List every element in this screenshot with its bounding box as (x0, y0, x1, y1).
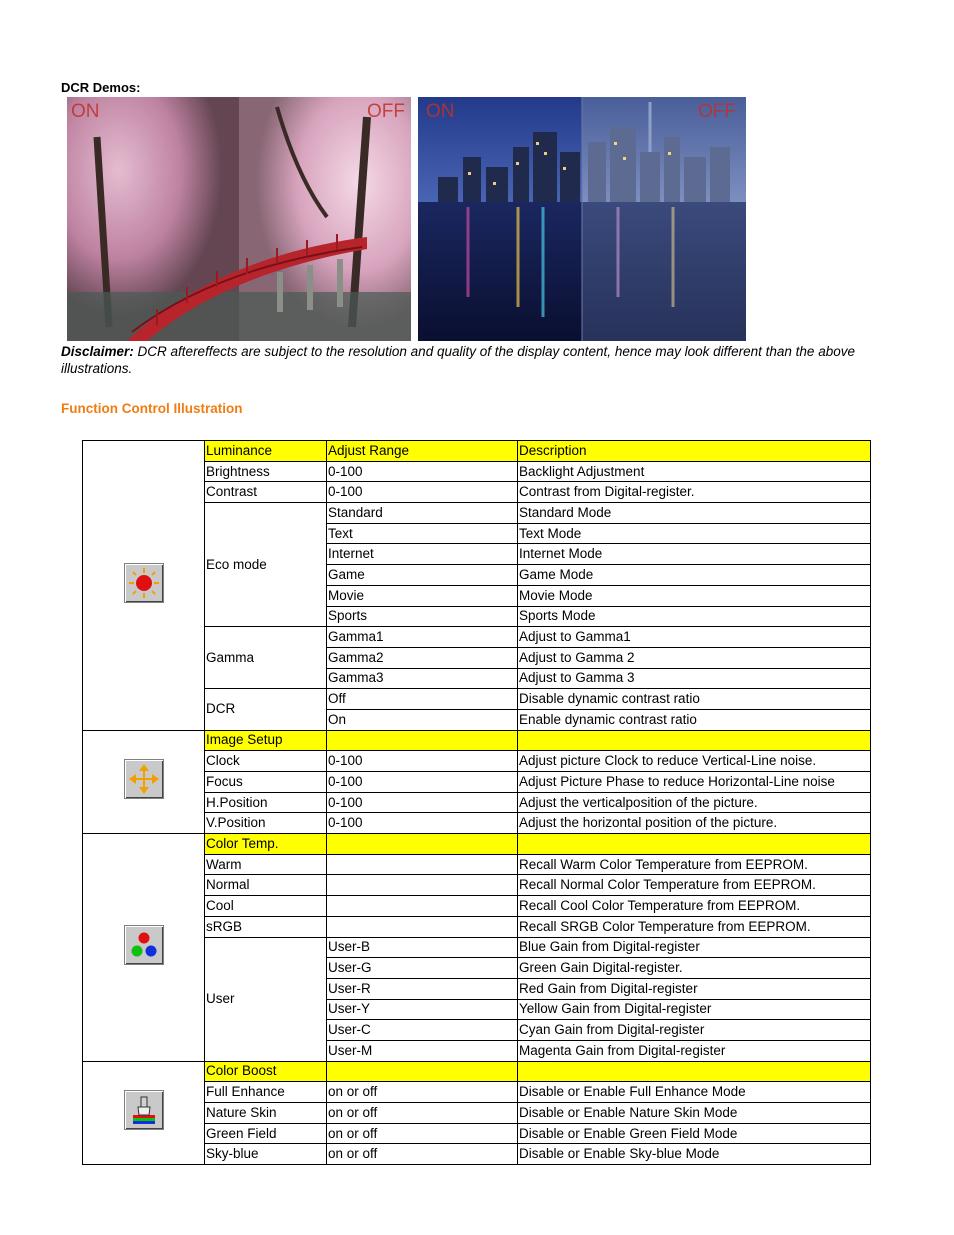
item-desc: Disable dynamic contrast ratio (518, 689, 871, 710)
item-name: User (205, 937, 327, 1061)
dcr-on-label: ON (71, 101, 100, 122)
item-name: Clock (205, 751, 327, 772)
item-range: 0-100 (327, 751, 518, 772)
header-blank (327, 1061, 518, 1082)
dcr-demos-heading: DCR Demos: (61, 80, 141, 95)
item-desc: Disable or Enable Full Enhance Mode (518, 1082, 871, 1103)
item-name: Green Field (205, 1123, 327, 1144)
table-row (83, 730, 871, 751)
disclaimer-label: Disclaimer: (61, 344, 134, 359)
image-setup-header: Image Setup (205, 730, 327, 751)
color-boost-icon-cell (83, 1061, 205, 1164)
table-row (83, 1061, 871, 1082)
item-desc: Disable or Enable Green Field Mode (518, 1123, 871, 1144)
header-blank (327, 834, 518, 855)
item-desc: Enable dynamic contrast ratio (518, 709, 871, 730)
disclaimer-body: DCR aftereffects are subject to the resolution and quality of the display content, hence may look different than the above illustrations. (61, 344, 855, 376)
color-temp-icon (124, 925, 164, 965)
blossom-scene (67, 97, 411, 341)
item-name: Cool (205, 896, 327, 917)
item-desc: Magenta Gain from Digital-register (518, 1040, 871, 1061)
item-desc: Red Gain from Digital-register (518, 978, 871, 999)
header-blank (327, 730, 518, 751)
color-boost-icon (124, 1090, 164, 1130)
adjust-range-header: Adjust Range (327, 441, 518, 462)
luminance-icon-cell (83, 441, 205, 731)
dcr-demo-city-image (418, 97, 746, 341)
color-temp-icon-cell (83, 834, 205, 1062)
item-range: Gamma1 (327, 627, 518, 648)
item-name: H.Position (205, 792, 327, 813)
item-range (327, 916, 518, 937)
item-desc: Text Mode (518, 523, 871, 544)
item-desc: Adjust picture Clock to reduce Vertical-Line noise. (518, 751, 871, 772)
item-desc: Disable or Enable Sky-blue Mode (518, 1144, 871, 1165)
item-range: User-C (327, 1020, 518, 1041)
dcr-on-label: ON (426, 101, 455, 122)
item-range: on or off (327, 1144, 518, 1165)
item-desc: Adjust Picture Phase to reduce Horizontal-Line noise (518, 772, 871, 793)
item-name: Warm (205, 854, 327, 875)
item-name: sRGB (205, 916, 327, 937)
item-desc: Adjust to Gamma 3 (518, 668, 871, 689)
table-row (83, 441, 871, 462)
disclaimer-text (61, 343, 901, 377)
item-range: on or off (327, 1123, 518, 1144)
item-name: Eco mode (205, 503, 327, 627)
brightness-icon (124, 563, 164, 603)
item-name: DCR (205, 689, 327, 730)
item-range: 0-100 (327, 792, 518, 813)
item-range: Gamma2 (327, 647, 518, 668)
image-setup-icon (124, 759, 164, 799)
item-range: On (327, 709, 518, 730)
item-range: User-B (327, 937, 518, 958)
item-desc: Adjust the verticalposition of the picture. (518, 792, 871, 813)
item-desc: Movie Mode (518, 585, 871, 606)
item-range: Game (327, 565, 518, 586)
dcr-demo-blossom-image (67, 97, 411, 341)
item-desc: Sports Mode (518, 606, 871, 627)
color-boost-header: Color Boost (205, 1061, 327, 1082)
item-range (327, 875, 518, 896)
header-blank (518, 1061, 871, 1082)
item-range: Text (327, 523, 518, 544)
item-name: V.Position (205, 813, 327, 834)
item-range: 0-100 (327, 461, 518, 482)
item-range: 0-100 (327, 772, 518, 793)
item-range: Sports (327, 606, 518, 627)
item-desc: Green Gain Digital-register. (518, 958, 871, 979)
item-range: 0-100 (327, 813, 518, 834)
item-desc: Adjust the horizontal position of the picture. (518, 813, 871, 834)
item-range: Gamma3 (327, 668, 518, 689)
item-desc: Backlight Adjustment (518, 461, 871, 482)
item-name: Sky-blue (205, 1144, 327, 1165)
section-title: Function Control Illustration (61, 401, 243, 416)
item-name: Nature Skin (205, 1103, 327, 1124)
header-blank (518, 834, 871, 855)
item-range: on or off (327, 1082, 518, 1103)
item-range: User-M (327, 1040, 518, 1061)
item-name: Brightness (205, 461, 327, 482)
item-desc: Contrast from Digital-register. (518, 482, 871, 503)
item-range (327, 854, 518, 875)
item-range: Standard (327, 503, 518, 524)
item-range: on or off (327, 1103, 518, 1124)
item-range (327, 896, 518, 917)
item-name: Normal (205, 875, 327, 896)
item-range: User-Y (327, 999, 518, 1020)
item-name: Focus (205, 772, 327, 793)
table-row (83, 834, 871, 855)
item-desc: Yellow Gain from Digital-register (518, 999, 871, 1020)
item-desc: Recall Cool Color Temperature from EEPROM. (518, 896, 871, 917)
item-range: User-G (327, 958, 518, 979)
item-desc: Adjust to Gamma 2 (518, 647, 871, 668)
item-desc: Recall SRGB Color Temperature from EEPROM. (518, 916, 871, 937)
item-range: Internet (327, 544, 518, 565)
item-desc: Recall Normal Color Temperature from EEPROM. (518, 875, 871, 896)
item-desc: Disable or Enable Nature Skin Mode (518, 1103, 871, 1124)
luminance-header: Luminance (205, 441, 327, 462)
item-desc: Adjust to Gamma1 (518, 627, 871, 648)
item-name: Contrast (205, 482, 327, 503)
city-scene (418, 97, 746, 341)
item-desc: Standard Mode (518, 503, 871, 524)
function-control-table (82, 440, 871, 1165)
item-desc: Internet Mode (518, 544, 871, 565)
header-blank (518, 730, 871, 751)
dcr-off-label: OFF (367, 101, 405, 122)
item-name: Gamma (205, 627, 327, 689)
item-desc: Blue Gain from Digital-register (518, 937, 871, 958)
image-setup-icon-cell (83, 730, 205, 833)
item-range: Off (327, 689, 518, 710)
item-range: 0-100 (327, 482, 518, 503)
item-desc: Recall Warm Color Temperature from EEPROM. (518, 854, 871, 875)
color-temp-header: Color Temp. (205, 834, 327, 855)
item-desc: Cyan Gain from Digital-register (518, 1020, 871, 1041)
item-desc: Game Mode (518, 565, 871, 586)
description-header: Description (518, 441, 871, 462)
dcr-off-label: OFF (698, 101, 736, 122)
item-name: Full Enhance (205, 1082, 327, 1103)
item-range: Movie (327, 585, 518, 606)
item-range: User-R (327, 978, 518, 999)
